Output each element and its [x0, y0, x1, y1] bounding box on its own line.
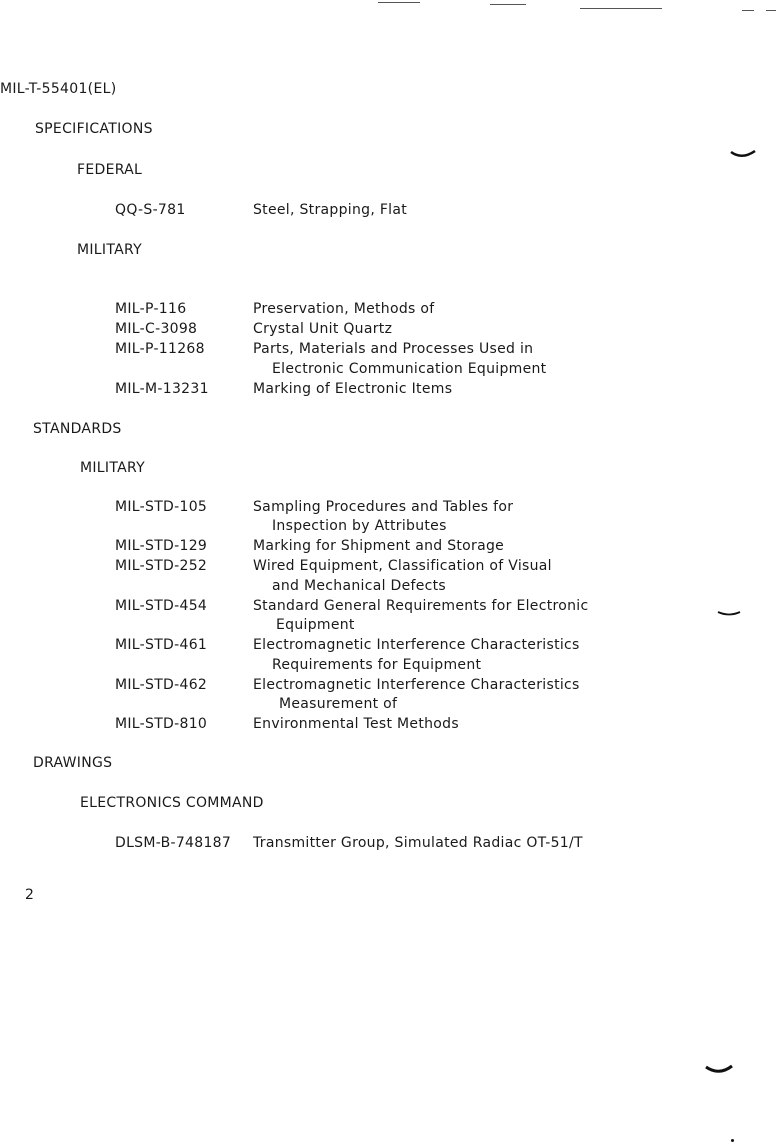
scan-rule — [742, 10, 754, 11]
subheading-military: MILITARY — [77, 242, 142, 258]
scan-dot — [731, 1139, 734, 1142]
spec-title: Marking of Electronic Items — [253, 381, 453, 397]
spec-code: MIL-C-3098 — [115, 321, 198, 337]
standard-title: Electromagnetic Interference Characteristics — [253, 677, 580, 693]
drawing-code: DLSM-B-748187 — [115, 835, 232, 851]
spec-code: QQ-S-781 — [115, 202, 186, 218]
spec-title: Parts, Materials and Processes Used in — [253, 341, 534, 357]
spec-title: Crystal Unit Quartz — [253, 321, 393, 337]
standard-title: Environmental Test Methods — [253, 716, 459, 732]
scan-rule — [490, 4, 526, 5]
standard-title: Sampling Procedures and Tables for — [253, 499, 514, 515]
subheading-federal: FEDERAL — [77, 162, 143, 178]
section-heading-drawings: DRAWINGS — [33, 755, 113, 771]
standard-code: MIL-STD-454 — [115, 598, 208, 614]
standard-title: Standard General Requirements for Electronic — [253, 598, 589, 614]
binder-mark-icon — [717, 610, 741, 618]
standard-code: MIL-STD-461 — [115, 637, 208, 653]
page-number: 2 — [25, 887, 35, 903]
scan-rule — [580, 8, 662, 9]
binder-mark-icon — [705, 1064, 733, 1076]
standard-title-continued: and Mechanical Defects — [272, 578, 447, 594]
scan-rule — [766, 10, 776, 11]
standard-title-continued: Equipment — [276, 617, 355, 633]
subheading-military: MILITARY — [80, 460, 145, 476]
spec-code: MIL-M-13231 — [115, 381, 209, 397]
standard-code: MIL-STD-462 — [115, 677, 208, 693]
spec-code: MIL-P-116 — [115, 301, 187, 317]
standard-title: Marking for Shipment and Storage — [253, 538, 505, 554]
standard-code: MIL-STD-810 — [115, 716, 208, 732]
section-heading-specifications: SPECIFICATIONS — [35, 121, 153, 137]
document-id: MIL-T-55401(EL) — [0, 81, 117, 97]
spec-title: Preservation, Methods of — [253, 301, 435, 317]
standard-title-continued: Requirements for Equipment — [272, 657, 482, 673]
drawing-title: Transmitter Group, Simulated Radiac OT-51/T — [253, 835, 583, 851]
standard-title: Wired Equipment, Classification of Visual — [253, 558, 552, 574]
standard-code: MIL-STD-252 — [115, 558, 208, 574]
section-heading-standards: STANDARDS — [33, 421, 122, 437]
scan-rule — [378, 2, 420, 3]
spec-code: MIL-P-11268 — [115, 341, 205, 357]
standard-title: Electromagnetic Interference Characteristics — [253, 637, 580, 653]
binder-mark-icon — [730, 150, 756, 160]
standard-title-continued: Inspection by Attributes — [272, 518, 447, 534]
standard-title-continued: Measurement of — [279, 696, 398, 712]
standard-code: MIL-STD-105 — [115, 499, 208, 515]
subheading-electronics-command: ELECTRONICS COMMAND — [80, 795, 264, 811]
spec-title: Steel, Strapping, Flat — [253, 202, 408, 218]
standard-code: MIL-STD-129 — [115, 538, 208, 554]
spec-title-continued: Electronic Communication Equipment — [272, 361, 547, 377]
